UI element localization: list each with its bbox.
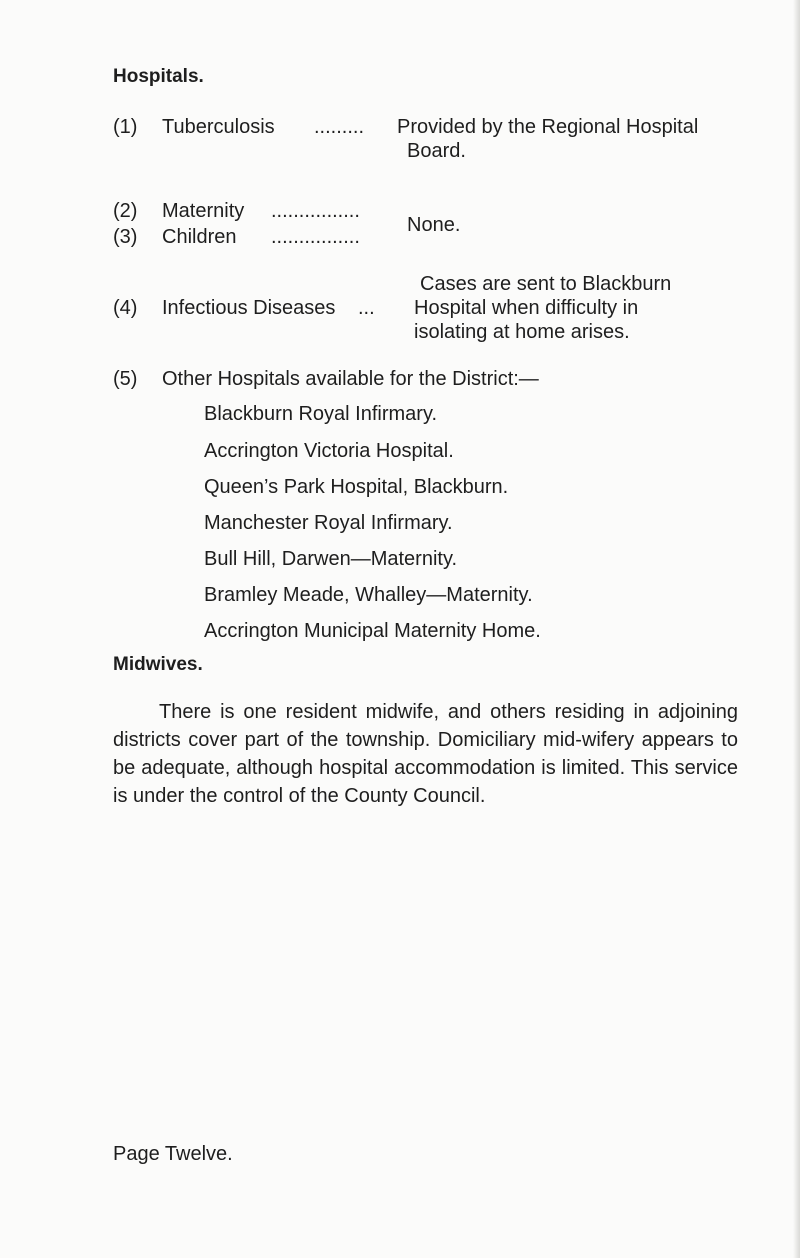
item-number-1: (1) — [113, 116, 138, 138]
item-desc-tuberculosis-line-1: Provided by the Regional Hospital — [397, 116, 699, 138]
item-label-tuberculosis: Tuberculosis — [162, 116, 275, 138]
item-label-children: Children — [162, 226, 237, 248]
item-number-5: (5) — [113, 368, 138, 390]
hospital-list-item: Accrington Victoria Hospital. — [204, 440, 454, 462]
item-label-maternity: Maternity — [162, 200, 245, 222]
item-desc-tuberculosis-line-2: Board. — [407, 140, 466, 162]
hospital-list-item: Blackburn Royal Infirmary. — [204, 403, 438, 425]
item-number-4: (4) — [113, 297, 138, 319]
item-number-2: (2) — [113, 200, 138, 222]
item-desc-infectious-line-2: Hospital when difficulty in — [414, 297, 639, 319]
hospital-list-item: Bramley Meade, Whalley—Maternity. — [204, 584, 533, 606]
none-text: None. — [407, 214, 461, 236]
hospital-list-item: Accrington Municipal Maternity Home. — [204, 620, 541, 642]
midwives-paragraph: There is one resident midwife, and others residing in adjoining districts cover part of the township. Domiciliary mid-wifery appears to be adequate, although hospital accommodation is limited. This service is under the control of the County Council. — [113, 701, 738, 807]
page-edge-shadow — [793, 0, 800, 1258]
item-number-3: (3) — [113, 226, 138, 248]
item-desc-infectious-line-1: Cases are sent to Blackburn — [420, 273, 672, 295]
leader-dots-2: ................ — [271, 200, 360, 222]
item-label-infectious-diseases: Infectious Diseases — [162, 297, 336, 319]
hospital-list-item: Queen’s Park Hospital, Blackburn. — [204, 476, 509, 498]
page-footer-label: Page Twelve. — [113, 1143, 233, 1165]
leader-dots-4: ... — [358, 297, 375, 319]
leader-dots-1: ......... — [314, 116, 365, 138]
item-desc-infectious-line-3: isolating at home arises. — [414, 321, 630, 343]
hospital-list-item: Bull Hill, Darwen—Maternity. — [204, 548, 458, 570]
hospitals-heading: Hospitals. — [113, 66, 204, 87]
midwives-heading: Midwives. — [113, 654, 203, 675]
hospital-list-item: Manchester Royal Infirmary. — [204, 512, 453, 534]
leader-dots-3: ................ — [271, 226, 360, 248]
other-hospitals-intro: Other Hospitals available for the District:— — [162, 368, 539, 390]
